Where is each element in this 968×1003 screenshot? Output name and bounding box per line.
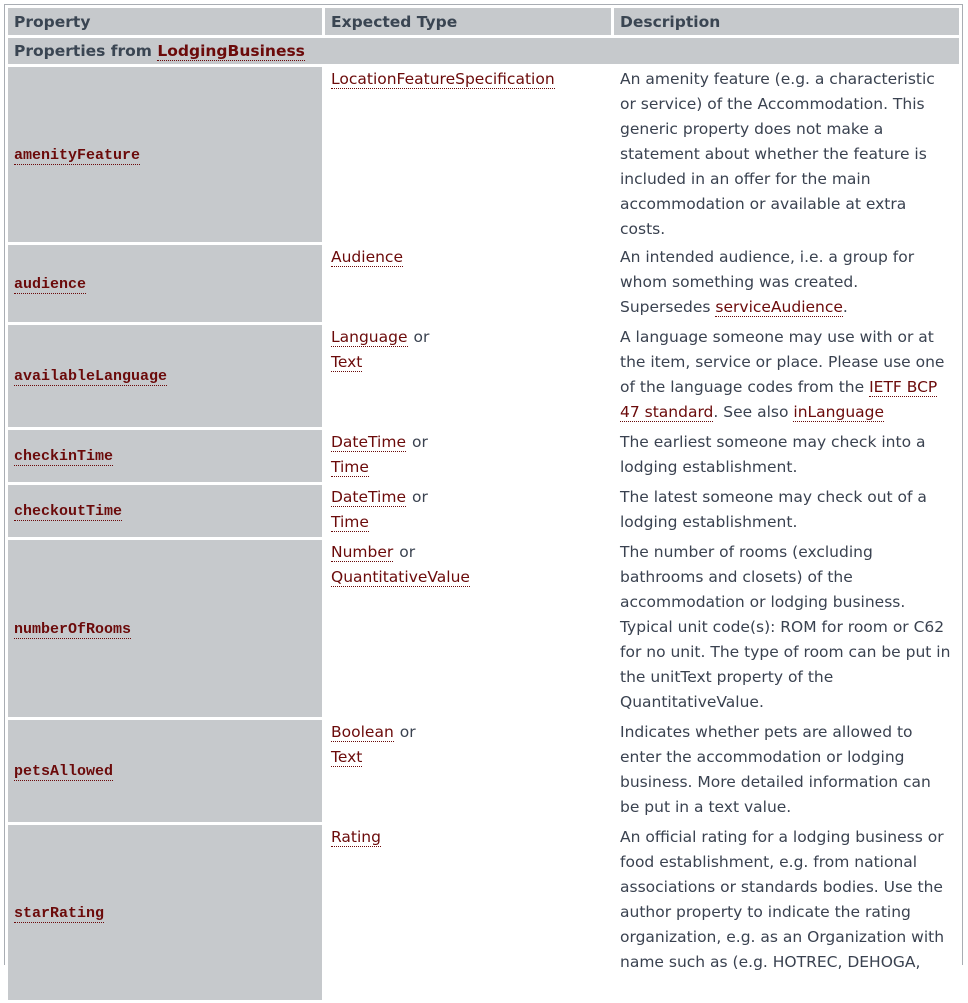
description-cell — [614, 540, 959, 717]
type-link[interactable]: Number — [331, 543, 394, 561]
type-link[interactable]: Rating — [331, 828, 381, 846]
table-row — [8, 825, 959, 1000]
type-cell — [325, 245, 611, 322]
property-cell — [8, 485, 322, 537]
property-cell — [8, 540, 322, 717]
property-link[interactable]: availableLanguage — [14, 368, 168, 385]
table-row — [8, 485, 959, 537]
type-link[interactable]: Audience — [331, 248, 403, 266]
table-row — [8, 325, 959, 427]
property-cell — [8, 325, 322, 427]
description-cell — [614, 825, 959, 1000]
or-label: or — [411, 488, 428, 506]
property-cell — [8, 245, 322, 322]
description-text: Indicates whether pets are allowed to enter the accommodation or lodging business. More detailed information can be put in a text value. — [620, 723, 931, 816]
table-row — [8, 67, 959, 242]
description-text: An official rating for a lodging business or food establishment, e.g. from national associations or standards bodies. Use the author property to indicate the rating organization, e.g. as an Organization with name such as (e.g. HOTREC, DEHOGA, — [620, 828, 945, 971]
type-link[interactable]: LocationFeatureSpecification — [331, 70, 555, 88]
property-link[interactable]: amenityFeature — [14, 146, 141, 164]
property-cell — [8, 67, 322, 242]
description-cell — [614, 325, 959, 427]
property-link[interactable]: starRating — [14, 904, 105, 922]
type-link[interactable]: DateTime — [331, 433, 406, 451]
description-text: The earliest someone may check into a lodging establishment. — [620, 433, 926, 476]
type-link[interactable]: DateTime — [331, 488, 406, 506]
or-label: or — [411, 433, 428, 451]
table-row — [8, 720, 959, 822]
section-link-lodgingbusiness[interactable]: LodgingBusiness — [157, 42, 305, 60]
header-row — [8, 8, 959, 35]
description-link-serviceaudience[interactable]: serviceAudience — [715, 298, 843, 316]
table-row — [8, 245, 959, 322]
type-link[interactable]: Text — [331, 353, 363, 371]
description-cell — [614, 485, 959, 537]
section-row — [8, 38, 959, 64]
type-cell — [325, 430, 611, 482]
description-cell — [614, 430, 959, 482]
header-expected-type: Expected Type — [325, 8, 611, 35]
property-cell — [8, 825, 322, 1000]
type-link[interactable]: Language — [331, 328, 408, 346]
description-cell — [614, 720, 959, 822]
description-text: The number of rooms (excluding bathrooms and closets) of the accommodation or lodging business. Typical unit code(s): ROM for room or C62 for no unit. The type of room can be put in the unitText property of the QuantitativeValue. — [620, 543, 951, 711]
type-link[interactable]: Boolean — [331, 723, 394, 741]
type-cell — [325, 825, 611, 1000]
type-cell — [325, 540, 611, 717]
type-cell — [325, 720, 611, 822]
property-link[interactable]: numberOfRooms — [14, 620, 132, 638]
property-cell — [8, 430, 322, 482]
type-cell — [325, 67, 611, 242]
property-link[interactable]: petsAllowed — [14, 763, 114, 780]
property-link[interactable]: audience — [14, 275, 87, 293]
description-text: A language someone may use with or at the item, service or place. Please use one of the language codes from the — [620, 328, 945, 396]
type-link[interactable]: QuantitativeValue — [331, 568, 470, 586]
header-property: Property — [8, 8, 322, 35]
type-link[interactable]: Time — [331, 513, 369, 531]
description-link-inlanguage[interactable]: inLanguage — [793, 403, 885, 421]
description-text: An intended audience, i.e. a group for whom something was created. Supersedes — [620, 248, 915, 316]
description-text: . — [842, 298, 848, 316]
or-label: or — [399, 723, 416, 741]
property-link[interactable]: checkinTime — [14, 448, 114, 465]
description-cell — [614, 245, 959, 322]
properties-table — [5, 5, 962, 1003]
description-text: An amenity feature (e.g. a characteristic or service) of the Accommodation. This generic property does not make a statement about whether the feature is included in an offer for the main accommodation or available at extra costs. — [620, 70, 935, 238]
header-description: Description — [614, 8, 959, 35]
table-row — [8, 430, 959, 482]
property-link[interactable]: checkoutTime — [14, 503, 123, 520]
or-label: or — [413, 328, 430, 346]
description-cell — [614, 67, 959, 242]
description-text: The latest someone may check out of a lodging establishment. — [620, 488, 927, 531]
type-link[interactable]: Text — [331, 748, 363, 766]
description-text: . See also — [713, 403, 794, 421]
property-cell — [8, 720, 322, 822]
type-cell — [325, 485, 611, 537]
section-prefix: Properties from — [14, 42, 158, 60]
type-link[interactable]: Time — [331, 458, 369, 476]
table-row — [8, 540, 959, 717]
description-link-ietf-bcp47[interactable]: IETF BCP 47 standard — [620, 378, 938, 421]
or-label: or — [399, 543, 416, 561]
type-cell — [325, 325, 611, 427]
section-heading — [8, 38, 959, 64]
